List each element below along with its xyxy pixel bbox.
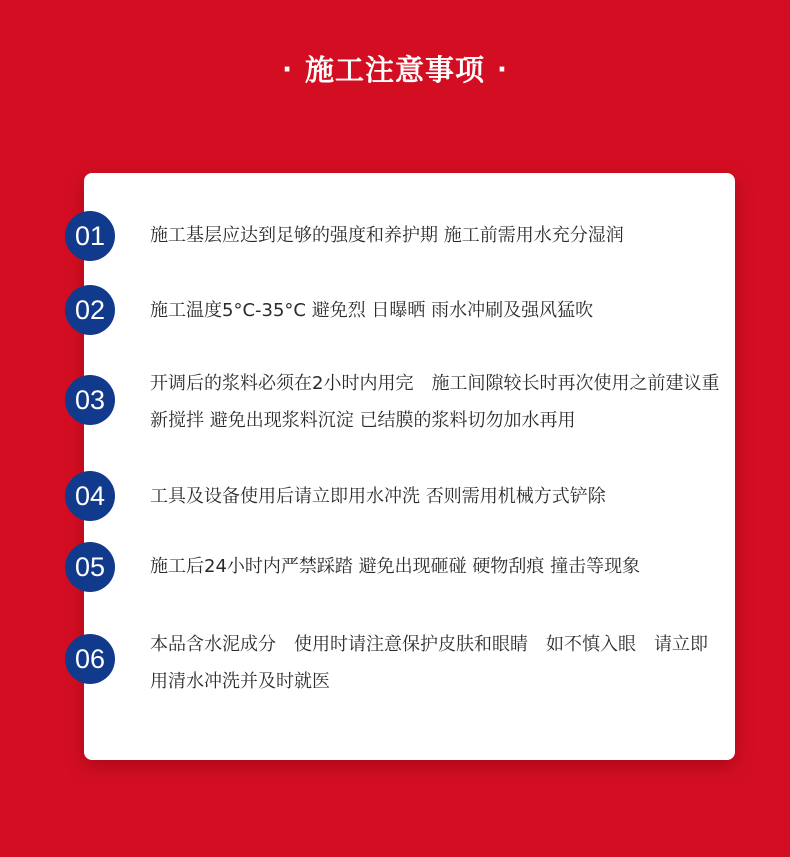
title-text: 施工注意事项 bbox=[304, 53, 485, 87]
number-badge: 01 bbox=[65, 211, 115, 261]
notes-card bbox=[74, 173, 735, 760]
item-text: 本品含水泥成分 使用时请注意保护皮肤和眼睛 如不慎入眼 请立即用清水冲洗并及时就医 bbox=[150, 634, 708, 692]
item-text: 施工温度5°C-35°C 避免烈 日曝晒 雨水冲刷及强风猛吹 bbox=[150, 300, 594, 321]
title-dot-left: · bbox=[282, 55, 293, 85]
title-dot-right: · bbox=[497, 55, 508, 85]
item-text: 工具及设备使用后请立即用水冲洗 否则需用机械方式铲除 bbox=[150, 486, 606, 507]
number-badge: 02 bbox=[65, 285, 115, 335]
item-text: 开调后的浆料必须在2小时内用完 施工间隙较长时再次使用之前建议重新搅拌 避免出现浆料沉淀 已结膜的浆料切勿加水再用 bbox=[150, 373, 720, 431]
number-badge: 06 bbox=[65, 634, 115, 684]
page-title bbox=[0, 46, 790, 94]
number-badge: 03 bbox=[65, 375, 115, 425]
item-text: 施工基层应达到足够的强度和养护期 施工前需用水充分湿润 bbox=[150, 225, 624, 246]
number-badge: 05 bbox=[65, 542, 115, 592]
number-badge: 04 bbox=[65, 471, 115, 521]
item-text: 施工后24小时内严禁踩踏 避免出现砸碰 硬物刮痕 撞击等现象 bbox=[150, 556, 641, 577]
